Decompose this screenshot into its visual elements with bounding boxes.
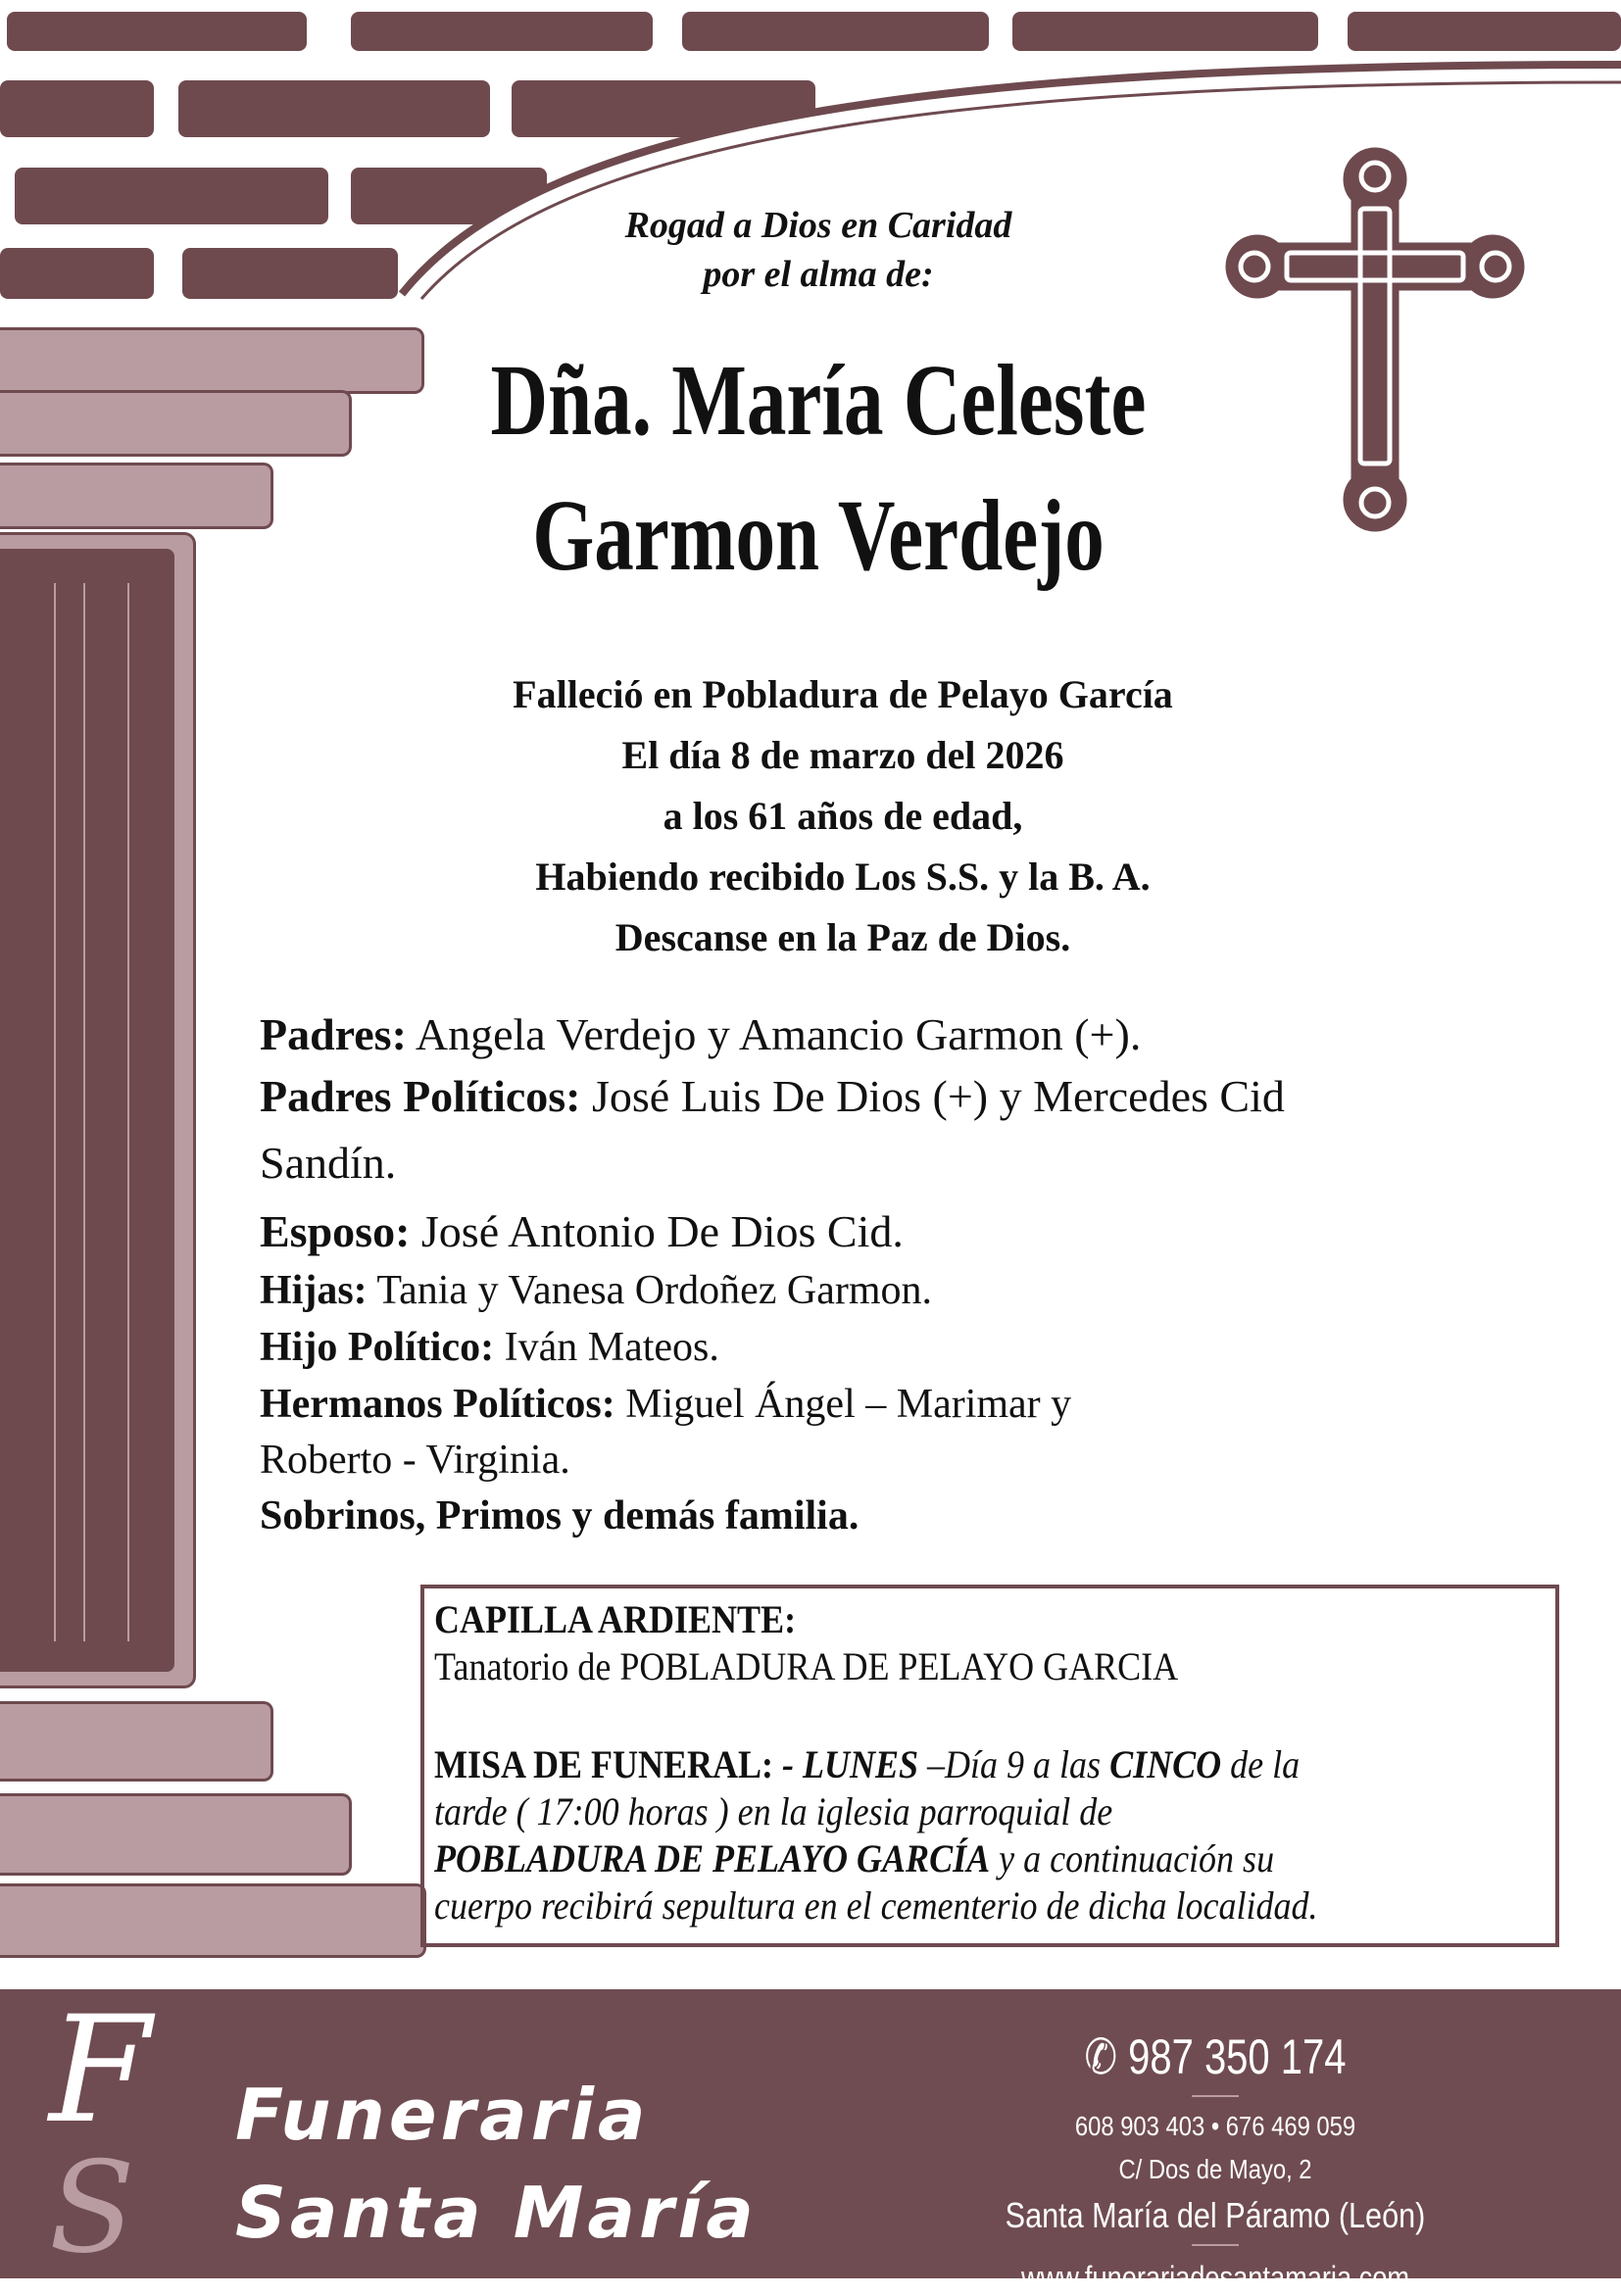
misa-line4: cuerpo recibirá sepultura en el cementerio de dicha localidad.: [434, 1883, 1318, 1928]
death-age: a los 61 años de edad,: [663, 794, 1023, 838]
padres-politicos: [260, 1071, 1285, 1121]
dash: -: [773, 1742, 804, 1786]
death-info: [323, 664, 1362, 968]
text: y a continuación su: [990, 1836, 1275, 1881]
text: –Día 9 a las: [918, 1742, 1110, 1786]
value: Miguel Ángel – Marimar y: [614, 1382, 1072, 1427]
hermanos-politicos: [260, 1384, 1071, 1425]
city: Santa María del Páramo (León): [1005, 2195, 1426, 2235]
deceased-name: [265, 333, 1372, 604]
value: José Antonio De Dios Cid.: [410, 1206, 904, 1256]
label: Hijas:: [260, 1268, 368, 1313]
misa-line2: tarde ( 17:00 horas ) en la iglesia parroquial de: [434, 1789, 1113, 1833]
hijas: [260, 1270, 932, 1311]
misa-line1: [434, 1741, 1300, 1788]
label: Padres Políticos:: [260, 1071, 581, 1121]
name-line2: Garmon Verdejo: [532, 479, 1105, 592]
value: Iván Mateos.: [494, 1325, 719, 1370]
label: Hermanos Políticos:: [260, 1382, 615, 1427]
misa-label: MISA DE FUNERAL:: [434, 1742, 774, 1786]
padres-politicos-cont: Sandín.: [260, 1138, 397, 1188]
label: Padres:: [260, 1009, 407, 1059]
phone-icon: ✆: [1084, 2029, 1129, 2084]
website-link[interactable]: www.funerariadesantamaria.com: [1020, 2260, 1410, 2295]
footer-banner: [0, 1985, 1621, 2295]
mobile-phones: 608 903 403 • 676 469 059: [1074, 2111, 1356, 2141]
other-family: Sobrinos, Primos y demás familia.: [260, 1493, 860, 1539]
sacraments: Habiendo recibido Los S.S. y la B. A.: [535, 855, 1151, 899]
logo-s-icon: S: [49, 2135, 135, 2281]
phone-number[interactable]: 987 350 174: [1128, 2029, 1347, 2084]
invocation: [265, 201, 1372, 299]
misa-place: POBLADURA DE PELAYO GARCÍA: [434, 1836, 991, 1881]
rest-in-peace: Descanse en la Paz de Dios.: [614, 915, 1071, 959]
capilla-label: CAPILLA ARDIENTE:: [434, 1597, 797, 1641]
value: Angela Verdejo y Amancio Garmon (+).: [406, 1009, 1142, 1059]
capilla-place: Tanatorio de POBLADURA DE PELAYO GARCIA: [434, 1644, 1179, 1688]
misa-hour: CINCO: [1109, 1742, 1222, 1786]
label: Esposo:: [260, 1206, 411, 1256]
label: Hijo Político:: [260, 1325, 495, 1370]
misa-day: LUNES: [803, 1742, 919, 1786]
hermanos-politicos-cont: Roberto - Virginia.: [260, 1438, 570, 1483]
address: C/ Dos de Mayo, 2: [1118, 2154, 1312, 2184]
value: José Luis De Dios (+) y Mercedes Cid: [580, 1071, 1285, 1121]
ceremony-box: [420, 1585, 1559, 1947]
death-place: Falleció en Pobladura de Pelayo García: [513, 672, 1173, 716]
logo-line1: Funeraria: [235, 2074, 650, 2156]
contact-info: [941, 2028, 1490, 2296]
invocation-line1: Rogad a Dios en Caridad: [624, 205, 1012, 246]
esposo: [260, 1206, 904, 1256]
logo-line2: Santa María: [235, 2172, 758, 2254]
name-line1: Dña. María Celeste: [490, 344, 1147, 457]
misa-line3: [434, 1835, 1274, 1882]
death-date: El día 8 de marzo del 2026: [621, 733, 1064, 777]
logo-f-icon: F: [49, 1985, 152, 2156]
value: Tania y Vanesa Ordoñez Garmon.: [367, 1268, 932, 1313]
main-phone: [996, 2028, 1435, 2085]
invocation-line2: por el alma de:: [703, 254, 934, 295]
hijo-politico: [260, 1327, 719, 1368]
text: de la: [1221, 1742, 1301, 1786]
padres: [260, 1009, 1142, 1059]
